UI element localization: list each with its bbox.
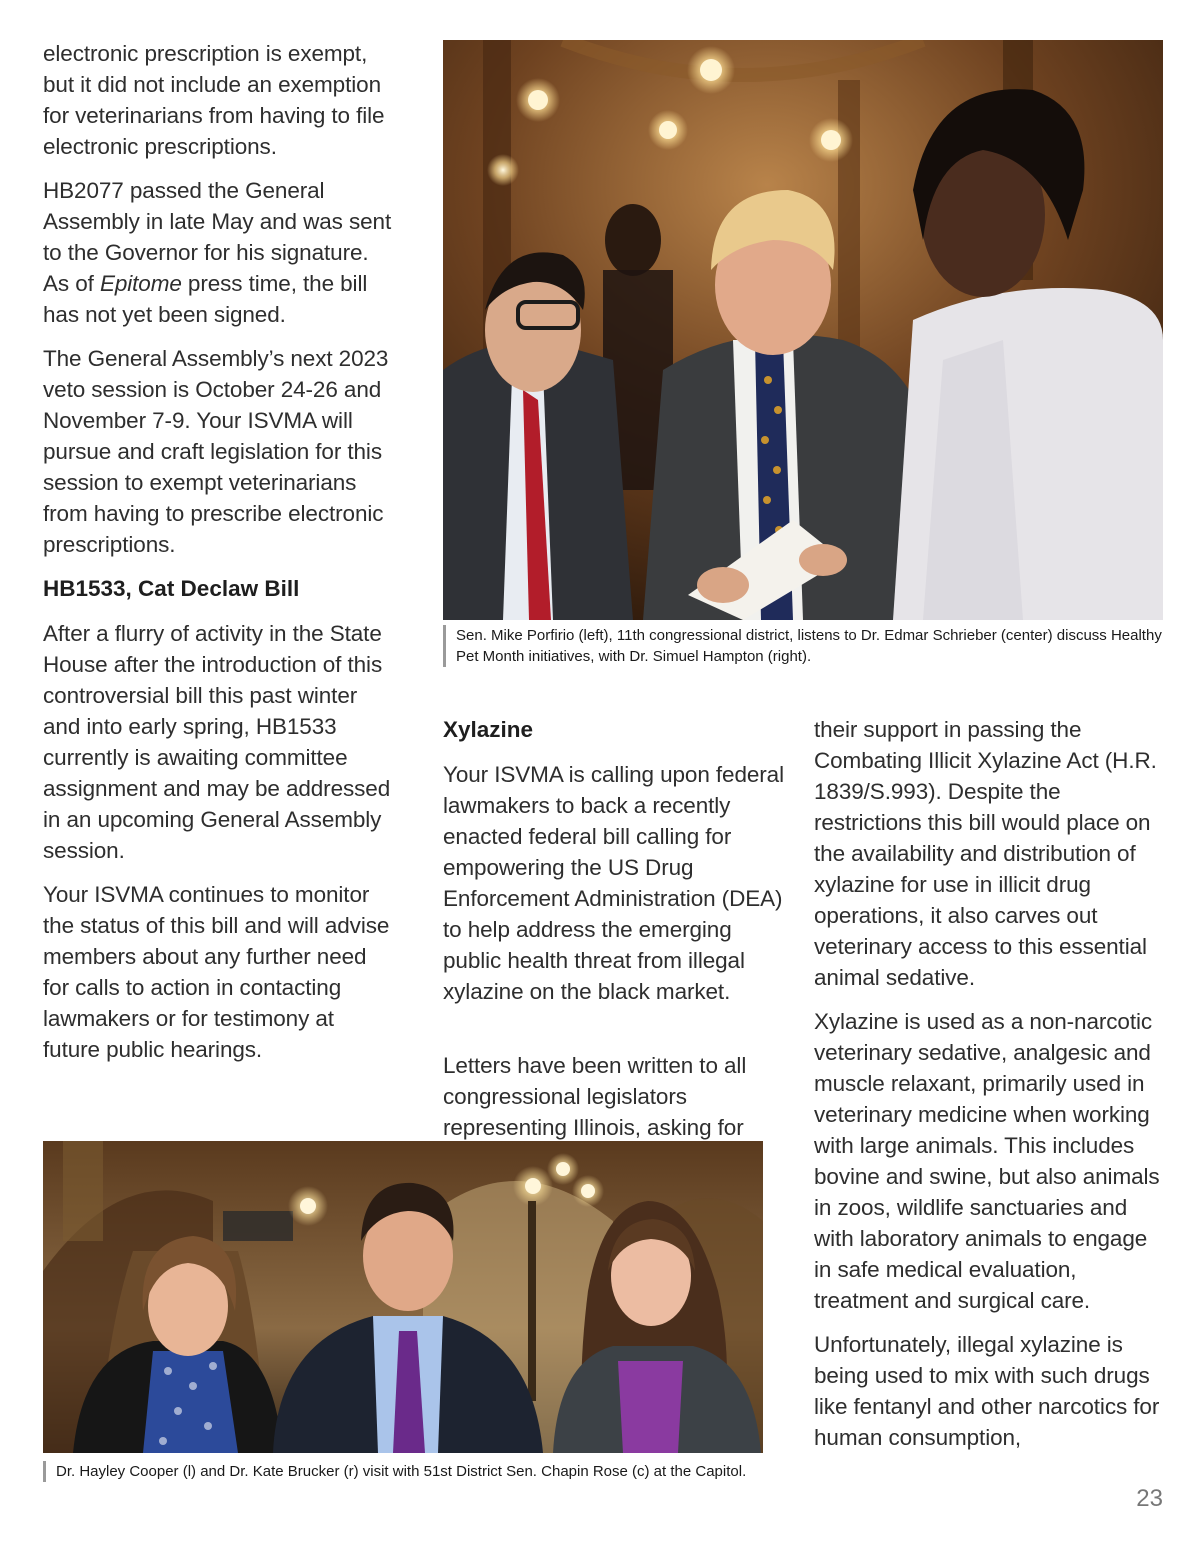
bottom-photo-caption: Dr. Hayley Cooper (l) and Dr. Kate Brucker (r) visit with 51st District Sen. Chapin Rose (c) at the Capitol. xyxy=(43,1461,776,1482)
top-photo-image xyxy=(443,40,1163,620)
left-paragraph-5: Your ISVMA continues to monitor the status of this bill and will advise members about any further need for calls to action in contacting lawmakers or for testimony at future public hearings. xyxy=(43,882,390,1062)
right-column xyxy=(814,714,1166,1466)
middle-column xyxy=(443,714,791,1156)
left-paragraph-2 xyxy=(43,175,395,330)
right-paragraph-3: Unfortunately, illegal xylazine is being used to mix with such drugs like fentanyl and other narcotics for human consumption, xyxy=(814,1332,1160,1450)
left-paragraph-2-end: press time, the bill has not yet been signed. xyxy=(43,271,368,327)
left-paragraph-3: The General Assembly’s next 2023 veto session is October 24-26 and November 7-9. Your ISVMA will pursue and craft legislation for this session to exempt veterinarians from having to prescribe electronic prescriptions. xyxy=(43,346,389,557)
left-paragraph-1: electronic prescription is exempt, but it did not include an exemption for veterinarians from having to file electronic prescriptions. xyxy=(43,41,385,159)
bottom-photo-image xyxy=(43,1141,763,1453)
top-photo xyxy=(443,40,1163,620)
section-heading-hb1533: HB1533, Cat Declaw Bill xyxy=(43,576,300,601)
top-photo-caption: Sen. Mike Porfirio (left), 11th congressional district, listens to Dr. Edmar Schrieber (center) discuss Healthy Pet Month initiatives, with Dr. Simuel Hampton (right). xyxy=(443,625,1166,667)
paragraph-spacer xyxy=(443,1020,791,1050)
section-heading-xylazine: Xylazine xyxy=(443,717,534,742)
bottom-photo xyxy=(43,1141,763,1453)
right-paragraph-2: Xylazine is used as a non-narcotic veterinary sedative, analgesic and muscle relaxant, primarily used in veterinary medicine when working with large animals. This includes bovine and swine, but also animals in zoos, wildlife sanctuaries and with laboratory animals to engage in safe medical evaluation, treatment and surgical care. xyxy=(814,1009,1160,1313)
page-number: 23 xyxy=(1136,1485,1163,1512)
left-paragraph-2-start: HB2077 passed the General Assembly in late May and was sent to the Governor for his signature. As of xyxy=(43,178,392,296)
left-paragraph-4: After a flurry of activity in the State House after the introduction of this controversial bill this past winter and into early spring, HB1533 currently is awaiting committee assignment and may be addressed in an upcoming General Assembly session. xyxy=(43,621,391,863)
left-column xyxy=(43,38,395,1078)
middle-paragraph-1: Your ISVMA is calling upon federal lawmakers to back a recently enacted federal bill calling for empowering the US Drug Enforcement Administration (DEA) to help address the emerging public health threat from illegal xylazine on the black market. xyxy=(443,762,784,1004)
right-paragraph-1: their support in passing the Combating Illicit Xylazine Act (H.R. 1839/S.993). Despite the restrictions this bill would place on the availability and distribution of xylazine for use in illicit drug operations, it also carves out veterinary access to this essential animal sedative. xyxy=(814,717,1157,990)
publication-name: Epitome xyxy=(99,271,182,296)
middle-paragraph-2: Letters have been written to all congressional legislators representing Illinois, asking for xyxy=(443,1053,747,1140)
